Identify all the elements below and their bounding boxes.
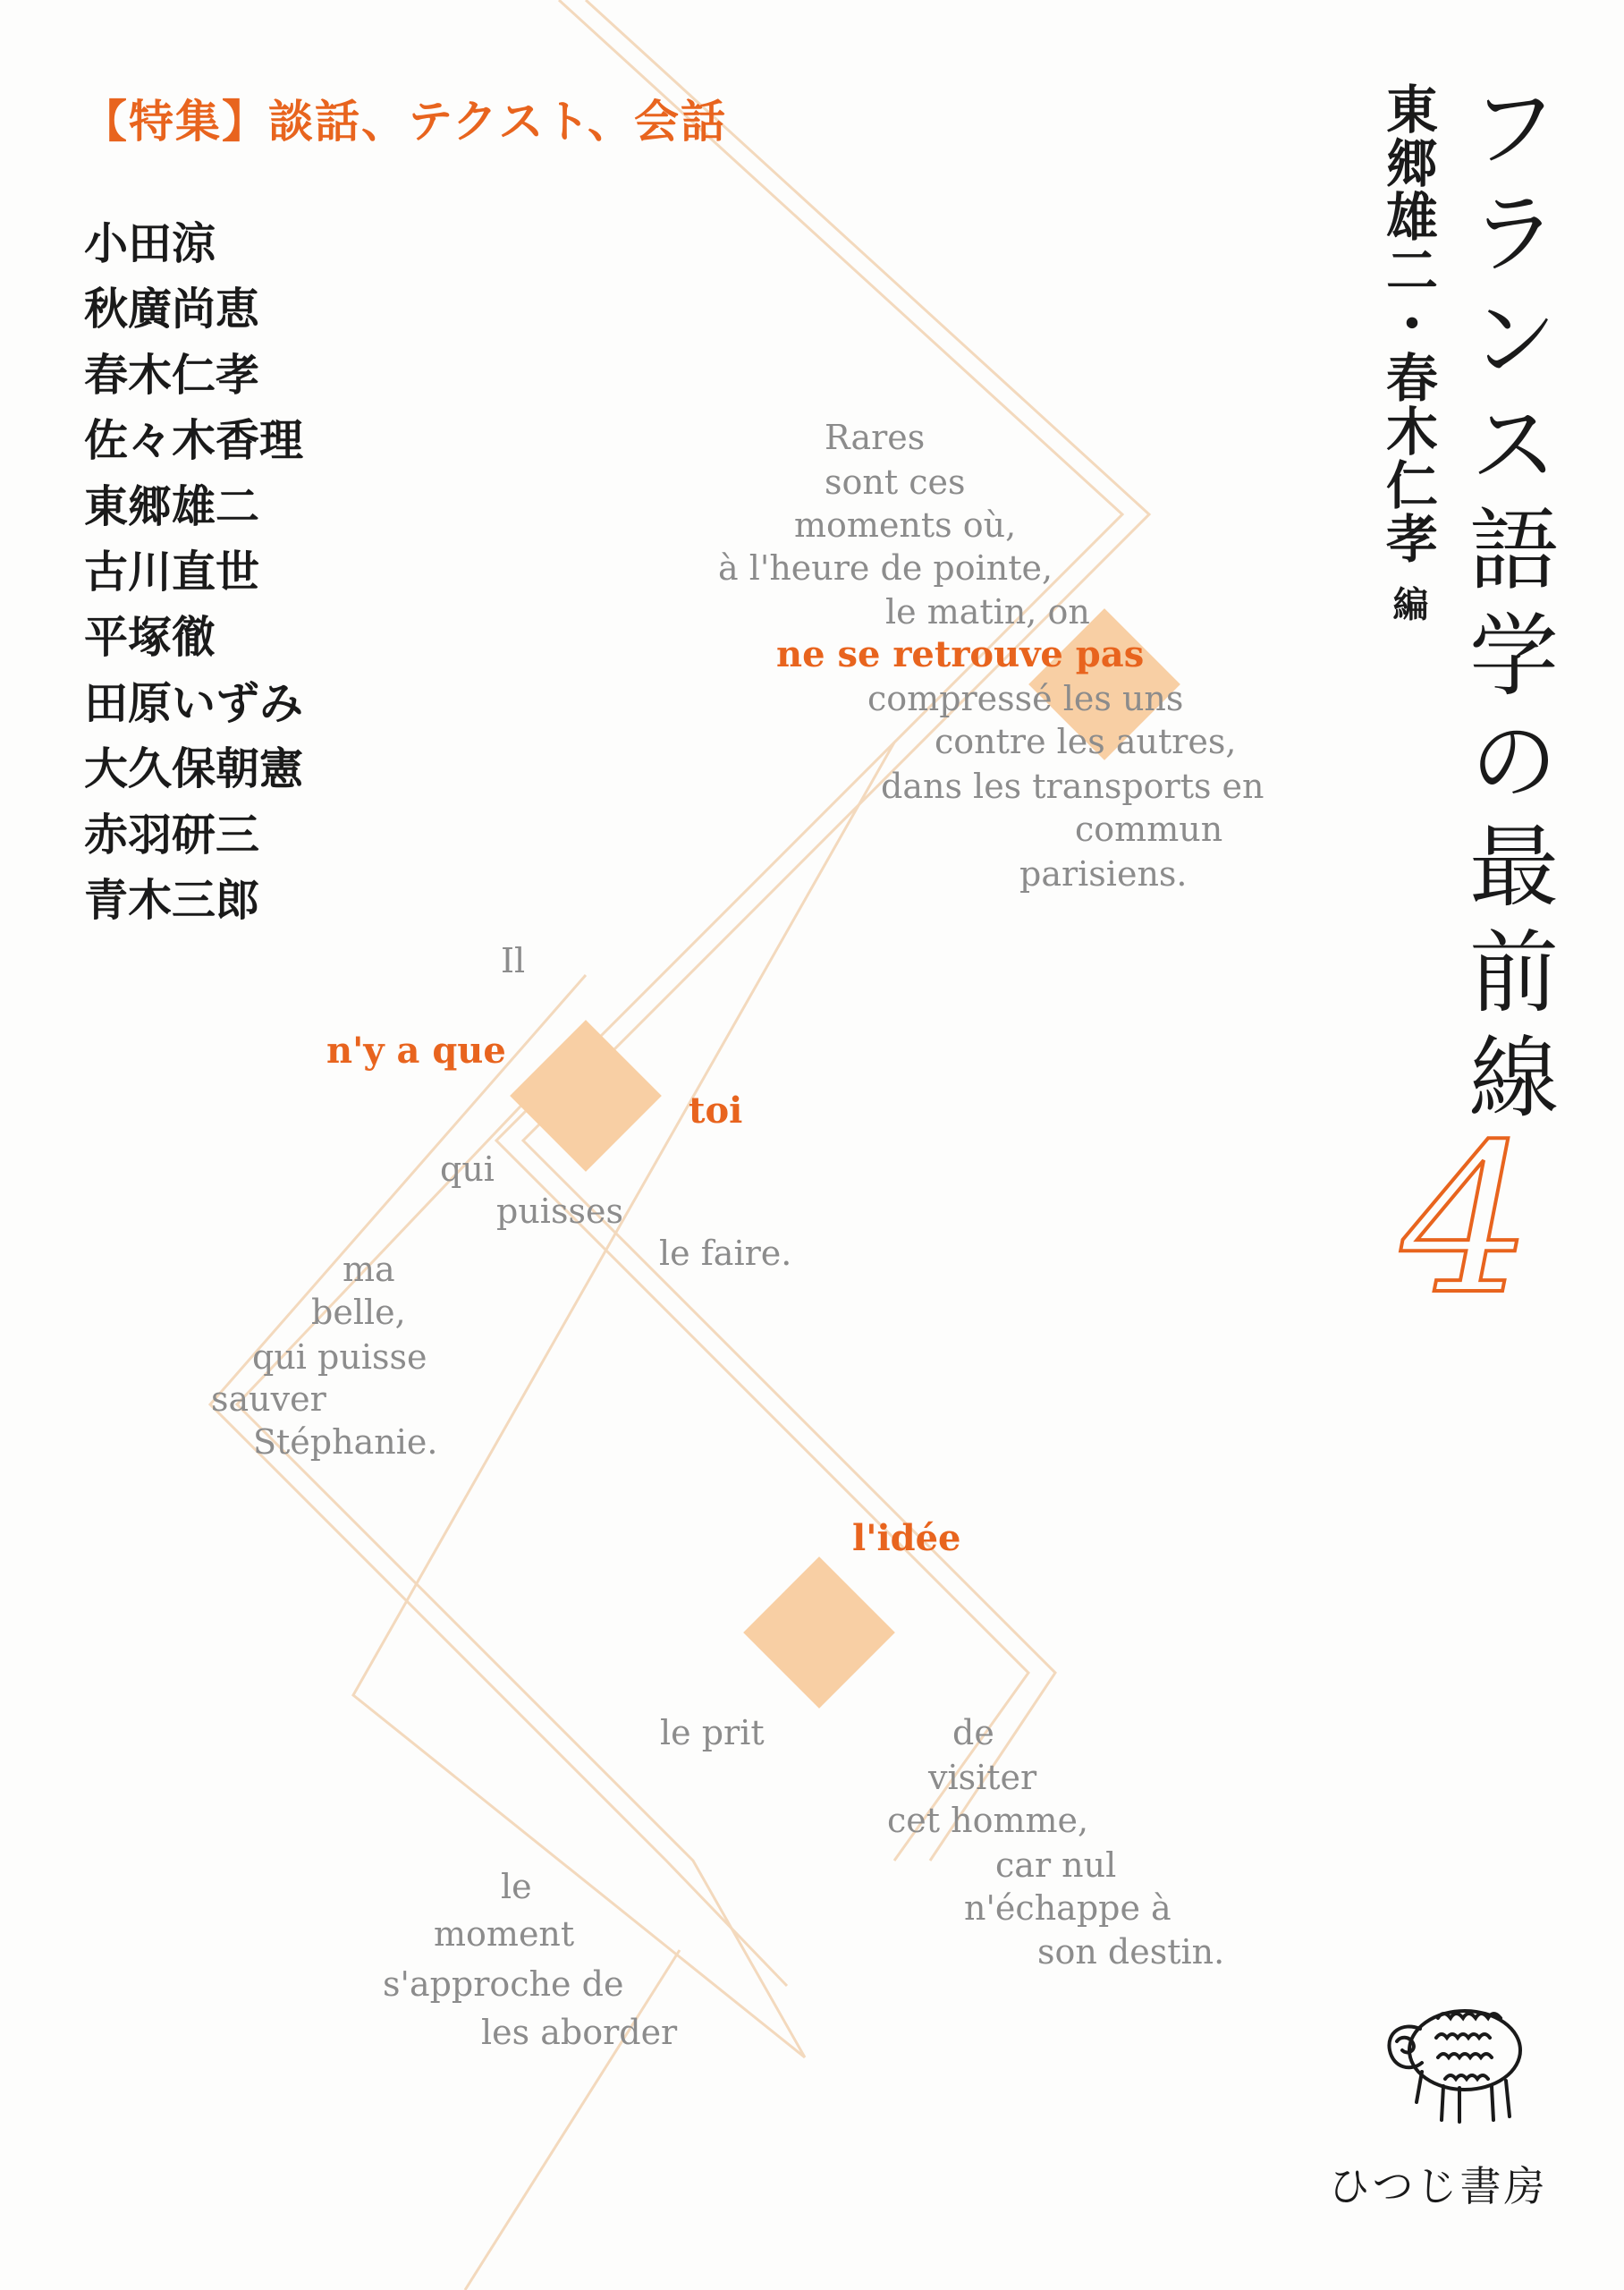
poem-line: Stéphanie.	[253, 1422, 438, 1462]
author-name: 大久保朝憲	[84, 742, 304, 795]
poem-line: de	[952, 1713, 994, 1752]
author-list	[84, 211, 303, 933]
author-name: 佐々木香理	[84, 414, 304, 467]
poem-line: son destin.	[1037, 1932, 1225, 1972]
poem-line: dans les transports en	[881, 767, 1265, 806]
author-name: 田原いずみ	[84, 676, 304, 729]
poem-line: cet homme,	[887, 1801, 1089, 1840]
poem-line: qui puisse	[252, 1337, 427, 1377]
editor-names: 東郷雄二・春木仁孝	[1377, 82, 1438, 565]
poem-line: moments où,	[794, 505, 1017, 545]
poem-line: Il	[501, 941, 526, 980]
author-name: 青木三郎	[84, 874, 260, 927]
poem-line-highlight: toi	[689, 1090, 743, 1132]
editor-suffix: 編	[1387, 585, 1429, 623]
poem-line: le faire.	[659, 1234, 792, 1273]
poem-line: le matin, on	[885, 592, 1090, 632]
poem-line: ma	[343, 1250, 395, 1289]
poem-line: le prit	[660, 1713, 765, 1752]
poem-line: le	[501, 1867, 532, 1906]
poem-line: compressé les uns	[867, 679, 1184, 718]
poem-line-highlight: ne se retrouve pas	[776, 633, 1145, 675]
poem-line: Rares	[825, 418, 926, 457]
author-name: 赤羽研三	[84, 808, 260, 861]
poem-line: puisses	[496, 1192, 623, 1231]
poem-line: à l'heure de pointe,	[718, 548, 1053, 588]
poem-line: qui	[440, 1149, 495, 1189]
volume-number-text: 4	[1400, 1125, 1533, 1304]
poem-line: visiter	[928, 1758, 1037, 1797]
poem-line: n'échappe à	[964, 1888, 1171, 1928]
poem-line-highlight: n'y a que	[326, 1030, 506, 1072]
poem-line: parisiens.	[1019, 854, 1188, 894]
poem-line: sont ces	[825, 462, 966, 502]
author-name: 春木仁孝	[84, 348, 260, 401]
author-name: 古川直世	[84, 546, 260, 598]
volume-number	[1377, 1125, 1556, 1304]
poem-line-highlight: l'idée	[852, 1517, 961, 1559]
poem-line: belle,	[311, 1293, 406, 1332]
author-name: 平塚徹	[84, 611, 216, 664]
diamond-bottom	[743, 1556, 895, 1709]
poem-line: commun	[1075, 810, 1223, 849]
poem-line: les aborder	[481, 2013, 678, 2052]
poem-line: sauver	[211, 1379, 326, 1419]
poem-line: moment	[434, 1914, 575, 1954]
author-name: 小田涼	[84, 217, 216, 269]
author-name: 東郷雄二	[84, 479, 260, 532]
poem-line: contre les autres,	[935, 722, 1237, 761]
book-title: フランス語学の最前線	[1454, 81, 1559, 1136]
author-name: 秋廣尚恵	[84, 283, 260, 335]
feature-label: 【特集】談話、テクスト、会話	[82, 95, 727, 148]
sheep-icon	[1366, 1986, 1545, 2129]
poem-line: car nul	[995, 1845, 1117, 1885]
publisher-name: ひつじ書房	[1328, 2162, 1548, 2210]
editors	[1370, 82, 1445, 623]
poem-line: s'approche de	[383, 1964, 624, 2004]
